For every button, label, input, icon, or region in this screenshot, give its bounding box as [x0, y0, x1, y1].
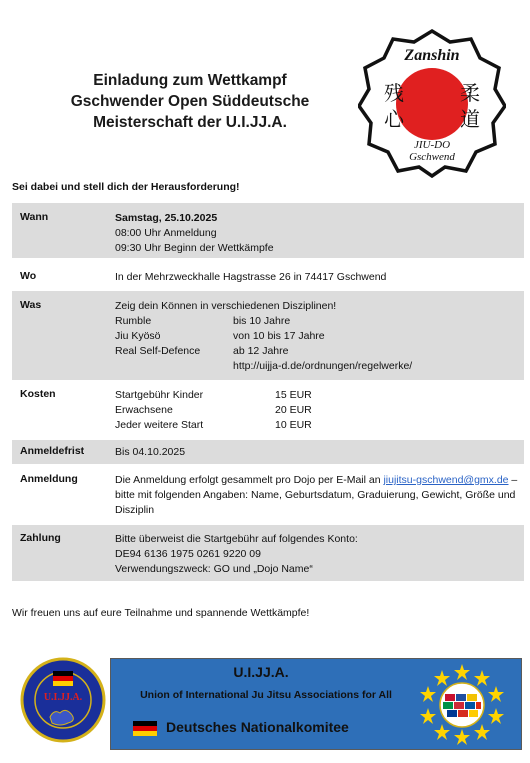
row-value-anmeldung — [115, 473, 518, 518]
row-label-zahlung: Zahlung — [20, 532, 61, 544]
event-date: Samstag, 25.10.2025 — [115, 212, 218, 224]
row-value-kosten — [115, 388, 518, 433]
registration-text-before: Die Anmeldung erfolgt gesammelt pro Dojo per E-Mail an — [115, 474, 384, 486]
fee-name: Erwachsene — [115, 404, 173, 416]
fee-item — [115, 388, 518, 403]
logo-right-glyph-1: 柔 — [460, 81, 480, 105]
badge-text: U.I.JJ.A. — [43, 692, 83, 703]
uijja-badge-logo — [20, 657, 106, 743]
logo-left-glyph-2: 心 — [384, 107, 404, 131]
discipline-age: bis 10 Jahre — [233, 315, 291, 327]
fee-price: 10 EUR — [275, 419, 312, 431]
row-kosten — [12, 382, 524, 438]
row-anmeldefrist — [12, 440, 524, 464]
disciplines-intro: Zeig dein Können in verschiedenen Disziplinen! — [115, 300, 337, 312]
discipline-age: ab 12 Jahre — [233, 345, 289, 357]
discipline-item — [115, 329, 518, 344]
discipline-age: von 10 bis 17 Jahre — [233, 330, 325, 342]
banner-subtitle: Union of International Ju Jitsu Associations for All — [140, 689, 392, 701]
fee-price: 20 EUR — [275, 404, 312, 416]
title-line-1: Einladung zum Wettkampf — [93, 72, 287, 89]
page-title — [40, 70, 340, 133]
registration-email-link[interactable]: jiujitsu-gschwend@gmx.de — [383, 474, 509, 486]
row-wo — [12, 266, 524, 290]
discipline-item — [115, 344, 518, 359]
discipline-name: Rumble — [115, 315, 152, 327]
logo-bottom-line-1: JIU-DO — [413, 139, 451, 151]
logo-bottom-line-2: Gschwend — [409, 151, 455, 163]
logo-left-glyph-1: 残 — [384, 81, 404, 105]
payment-instructions: Bitte überweist die Startgebühr auf folgendes Konto: — [115, 533, 358, 545]
rules-url: http://uijja-d.de/ordnungen/regelwerke/ — [233, 360, 413, 372]
banner-title: U.I.JJ.A. — [233, 664, 289, 680]
row-value-was — [115, 299, 518, 374]
fee-item — [115, 418, 518, 433]
title-line-3: Meisterschaft der U.I.JJ.A. — [93, 114, 287, 131]
row-label-anmeldung: Anmeldung — [20, 473, 78, 485]
fee-price: 15 EUR — [275, 389, 312, 401]
payment-reference: Verwendungszweck: GO und „Dojo Name“ — [115, 563, 313, 575]
german-flag-icon — [133, 721, 157, 736]
row-label-was: Was — [20, 299, 42, 311]
discipline-item — [115, 314, 518, 329]
rules-link-row — [115, 359, 518, 374]
venue-address: In der Mehrzweckhalle Hagstrasse 26 in 74417 Gschwend — [115, 271, 387, 283]
bank-iban: DE94 6136 1975 0261 9220 09 — [115, 548, 261, 560]
discipline-name: Jiu Kyösö — [115, 330, 161, 342]
logo-right-glyph-2: 道 — [460, 107, 480, 131]
tagline: Sei dabei und stell dich der Herausforderung! — [12, 181, 240, 193]
registration-text-after: – bitte mit folgenden Angaben: Name, Geburtsdatum, Graduierung, Gewicht, Größe und Disziplin — [115, 474, 518, 516]
uijja-banner — [110, 658, 522, 750]
closing-text: Wir freuen uns auf eure Teilnahme und spannende Wettkämpfe! — [12, 607, 310, 619]
row-value-anmeldefrist — [115, 445, 518, 460]
registration-deadline: Bis 04.10.2025 — [115, 446, 186, 458]
stars-globe-logo — [419, 661, 505, 747]
row-value-wo — [115, 270, 518, 285]
row-label-wann: Wann — [20, 211, 49, 223]
row-label-anmeldefrist: Anmeldefrist — [20, 445, 85, 457]
start-time: 09:30 Uhr Beginn der Wettkämpfe — [115, 242, 274, 254]
title-line-2: Gschwender Open Süddeutsche — [70, 93, 310, 110]
zanshin-jiu-do-logo — [358, 28, 506, 178]
row-wann — [12, 203, 524, 258]
registration-text — [115, 473, 518, 518]
row-value-zahlung — [115, 532, 518, 577]
registration-time: 08:00 Uhr Anmeldung — [115, 227, 217, 239]
row-anmeldung — [12, 467, 524, 524]
fee-name: Startgebühr Kinder — [115, 389, 204, 401]
row-label-wo: Wo — [20, 270, 37, 282]
banner-committee: Deutsches Nationalkomitee — [166, 719, 349, 735]
discipline-name: Real Self-Defence — [115, 345, 201, 357]
fee-item — [115, 403, 518, 418]
row-label-kosten: Kosten — [20, 388, 56, 400]
row-zahlung — [12, 525, 524, 581]
fee-name: Jeder weitere Start — [115, 419, 204, 431]
red-sun — [396, 68, 468, 140]
row-was — [12, 291, 524, 380]
row-value-wann — [115, 211, 518, 256]
logo-top-text: Zanshin — [404, 47, 460, 64]
